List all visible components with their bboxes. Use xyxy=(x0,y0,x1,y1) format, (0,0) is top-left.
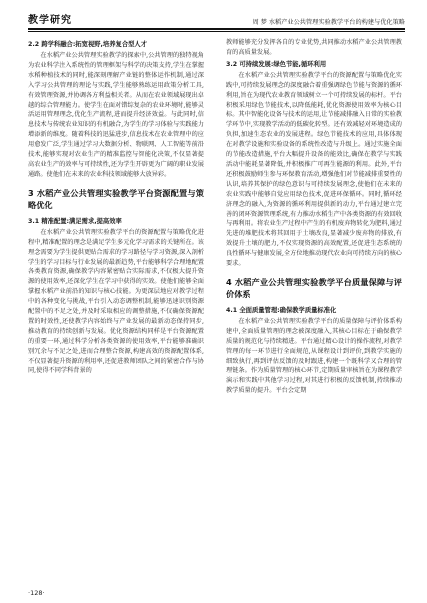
running-title: 周 梦 水稻产业公共管理实验教学平台的构建与优化策略 xyxy=(252,19,405,26)
page-header xyxy=(28,6,405,26)
subsection-heading-3-1: 3.1 精准配置:满足需求,提高效率 xyxy=(28,217,122,225)
paragraph: 在水稻产业公共管理实验教学平台的资源配置与策略优化实践中,可持续发展理念的深度融合着重强调绿色节能与资源的循环利用,旨在为现代农业教育领域树立一个可持续发展的标杆。平台积极采用绿色节能技术,以降低能耗,优化资源使用效率为核心目标。其中智能化设备与技术的运用,让节能减排融入日常的实验教学环节中,实现教学活动的低碳化转型。还有效减轻对环境造成的负担,加速生态农业的发展进程。绿色节能技术的应用,具体体现在对教学设施和实验设备的系统性改造与升级上。通过实施全面的节能改造措施,平台大幅提升设备的能效比,确保在教学与实践活动中能耗显著降低,并积极推广可再生能源的利用。此外,平台还积极鼓励师生参与环保教育活动,增强他们对节能减排重要性的认识,培养其保护的绿色意识与可持续发展理念,使他们在未来的农业实践中能够自觉应用绿色技术,促进环保循环。同时,循环经济理念的融入,为资源的循环利用提供新的动力,平台通过建立完善的闭环资源管理系统,有力推动水稻生产中各类资源的有效回收与再利用。将农业生产过程中产生的有机废弃物转化为肥料,通过先进的堆肥技术将其回用于土壤改良,显著减少废弃物的排放,有效提升土壤的肥力,不仅实现资源的高效配置,还促进生态系统的良性循环与健康发展,全方位地推动现代农业向可持续方向的核心要求。 xyxy=(226,71,402,268)
subsection-heading-2-2: 2.2 跨学科融合:拓宽视野,培养复合型人才 xyxy=(28,41,148,48)
left-column xyxy=(28,38,204,579)
page-number: ·128· xyxy=(28,589,45,597)
header-rule-thin xyxy=(28,31,405,32)
right-column xyxy=(226,38,402,579)
paragraph: 在水稻产业公共管理实验教学的探索中,公共管理的独特视角为农业科学注入系统性的管理框架与科学的决策支持,学生在掌握水稻种植技术的同时,能深刻理解产业链的整体运作机制,通过深入学习公共管理的理论与实践,学生能够熟练运用政策分析工具,有效管理资源,并协调各方利益相关者。从而在农业领域展现出卓越的综合管理能力。使学生在面对错综复杂的农业环境时,能够灵活运用管理理念,优化生产流程,进而提升经济效益。与此同时,信息技术与传统农业知识的有机融合,为学生的学习体验与实践能力增添新的维度。随着科技的迅猛进步,信息技术在农业管理中的应用愈发广泛,学生通过学习大数据分析、物联网、人工智能等前沿技术,能够实现对农业生产的精准监控与智能化决策,不仅显著提高农业生产的效率与可持续性,还为学生开辟更为广阔的职业发展通路。使他们在未来的农业科技领域能够大放异彩。 xyxy=(28,52,204,178)
section-heading-3: 3 水稻产业公共管理实验教学平台资源配置与策略优化 xyxy=(28,187,204,210)
paragraph: 在水稻产业公共管理实验教学平台的资源配置与策略优化进程中,精准配置的理念是满足学生多元化学习需求的关键所在。该理念需要为学生提供更贴合需求的学习路径与学习资源,深入剖析学生的学习目标与行业发展的最新趋势,平台能够科学合理地配置各类教育资源,确保教学内容紧密贴合实际需求,不仅极大提升资源的使用效率,还深化学生在学习中获得的实效。使他们能够全面掌握水稻产业前沿的知识与核心技能。为更深层地应对教学过程中的各种变化与挑战,平台引入动态调整机制,能够迅速识别资源配置中的不足之处,并及时采取相应的调整措施,不仅确保资源配置的时效性,还使教学内容始终与产业发展的最新动态保持同步,推动教育的持续创新与发展。优化资源结构同样是平台资源配置的重要一环,通过科学分析各类资源的使用效率,平台能够准确识别冗余与不足之处,进而合理整合资源,构建高效的资源配置体系,不仅显著提升资源的利用率,还促进教师团队之间的紧密合作与协同,使得不同学科背景的 xyxy=(28,228,204,375)
subsection-heading-3-2: 3.2 可持续发展:绿色节能,循环利用 xyxy=(226,60,327,68)
section-heading-4: 4 水稻产业公共管理实验教学平台质量保障与评价体系 xyxy=(226,276,402,299)
paragraph-continued: 教师能够充分发挥各自的专业优势,共同推动水稻产业公共管理教育的高质量发展。 xyxy=(226,39,402,56)
subsection-heading-4-1: 4.1 全面质量管理:确保教学质量标准化 xyxy=(226,306,337,314)
journal-title: 教学研究 xyxy=(28,15,72,26)
paragraph: 在水稻产业公共管理实验教学平台的质量保障与评价体系构建中,全面质量管理的理念被深度融入,其核心目标在于确保教学质量的规范化与持续精进。平台通过精心设计的操作流程,对教学管理的每一环节进行全面规范,从课程设计到评价,到教学实施的细致执行,再到评估反馈的及时跟进,构建一个既科学又合理的管理链条。作为质量管理的核心环节,定期质量审核旨在为课程教学演示和实践中其他学习过程,对其进行积极的反馈机制,持续推动教学质量的提升。平台会定期 xyxy=(226,317,402,395)
header-rule-thick xyxy=(28,28,405,30)
